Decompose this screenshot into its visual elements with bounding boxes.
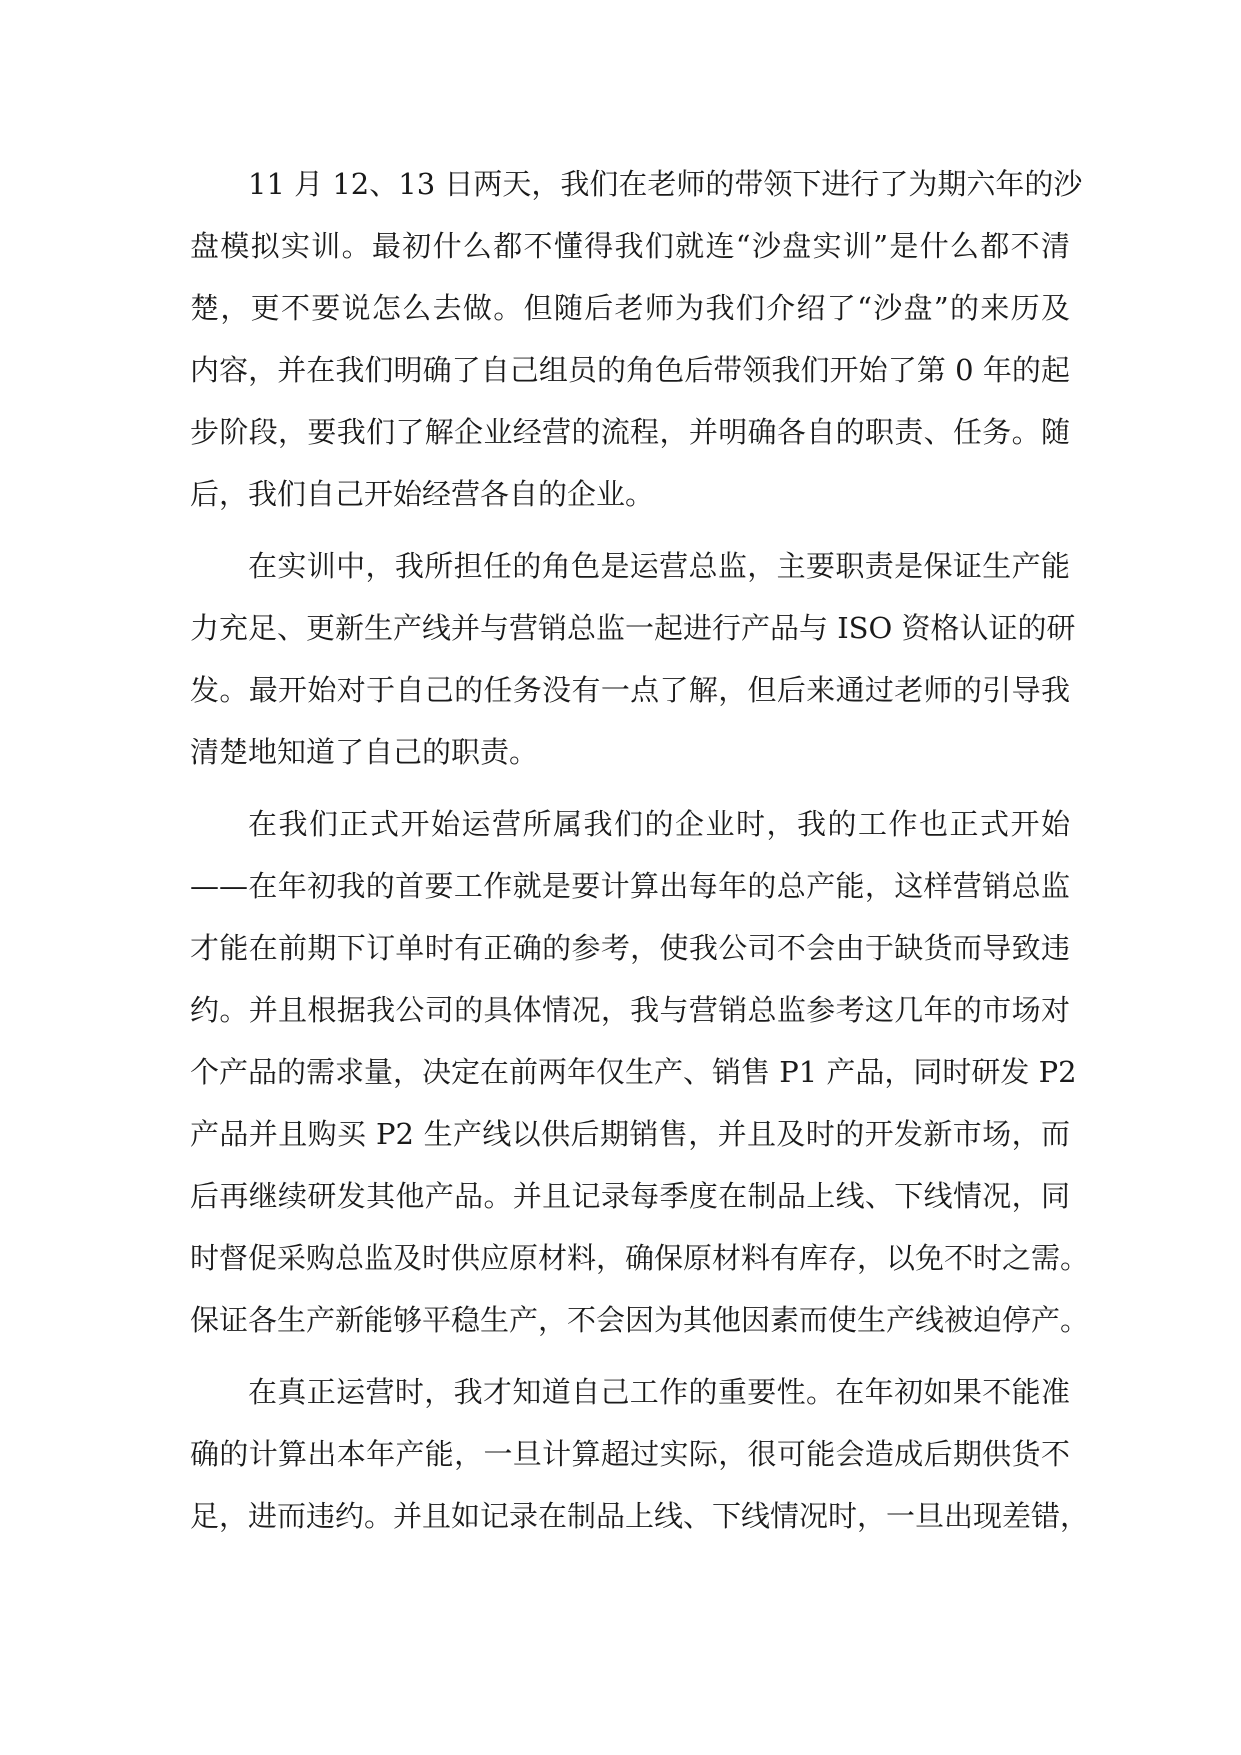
paragraph-3-line-8: 时督促采购总监及时供应原材料，确保原材料有库存，以免不时之需。 <box>190 1241 1090 1275</box>
paragraph-1-line-2: 盘模拟实训。最初什么都不懂得我们就连“沙盘实训”是什么都不清 <box>190 229 1070 263</box>
paragraph-1-line-5: 步阶段，要我们了解企业经营的流程，并明确各自的职责、任务。随 <box>190 415 1070 449</box>
paragraph-2-line-2: 力充足、更新生产线并与营销总监一起进行产品与 ISO 资格认证的研 <box>190 611 1076 645</box>
paragraph-4-line-1: 在真正运营时，我才知道自己工作的重要性。在年初如果不能准 <box>248 1375 1070 1409</box>
paragraph-3-line-9: 保证各生产新能够平稳生产，不会因为其他因素而使生产线被迫停产。 <box>190 1303 1090 1337</box>
paragraph-1-line-3: 楚，更不要说怎么去做。但随后老师为我们介绍了“沙盘”的来历及 <box>190 291 1070 325</box>
paragraph-3-line-7: 后再继续研发其他产品。并且记录每季度在制品上线、下线情况，同 <box>190 1179 1070 1213</box>
paragraph-3-line-2: ——在年初我的首要工作就是要计算出每年的总产能，这样营销总监 <box>190 869 1070 903</box>
paragraph-2-line-3: 发。最开始对于自己的任务没有一点了解，但后来通过老师的引导我 <box>190 673 1070 707</box>
paragraph-1-line-6: 后，我们自己开始经营各自的企业。 <box>190 477 655 511</box>
paragraph-3-line-4: 约。并且根据我公司的具体情况，我与营销总监参考这几年的市场对 <box>190 993 1070 1027</box>
paragraph-1-line-4: 内容，并在我们明确了自己组员的角色后带领我们开始了第 0 年的起 <box>190 353 1070 387</box>
paragraph-1-line-1: 11 月 12、13 日两天，我们在老师的带领下进行了为期六年的沙 <box>248 167 1083 201</box>
paragraph-3-line-1: 在我们正式开始运营所属我们的企业时，我的工作也正式开始 <box>248 807 1070 841</box>
paragraph-3-line-3: 才能在前期下订单时有正确的参考，使我公司不会由于缺货而导致违 <box>190 931 1070 965</box>
paragraph-4-line-2: 确的计算出本年产能，一旦计算超过实际，很可能会造成后期供货不 <box>190 1437 1070 1471</box>
paragraph-2-line-1: 在实训中，我所担任的角色是运营总监，主要职责是保证生产能 <box>248 549 1070 583</box>
paragraph-4-line-3: 足，进而违约。并且如记录在制品上线、下线情况时，一旦出现差错， <box>190 1499 1090 1533</box>
paragraph-3-line-5: 个产品的需求量，决定在前两年仅生产、销售 P1 产品，同时研发 P2 <box>190 1055 1077 1089</box>
paragraph-3-line-6: 产品并且购买 P2 生产线以供后期销售，并且及时的开发新市场，而 <box>190 1117 1070 1151</box>
paragraph-2-line-4: 清楚地知道了自己的职责。 <box>190 735 539 769</box>
